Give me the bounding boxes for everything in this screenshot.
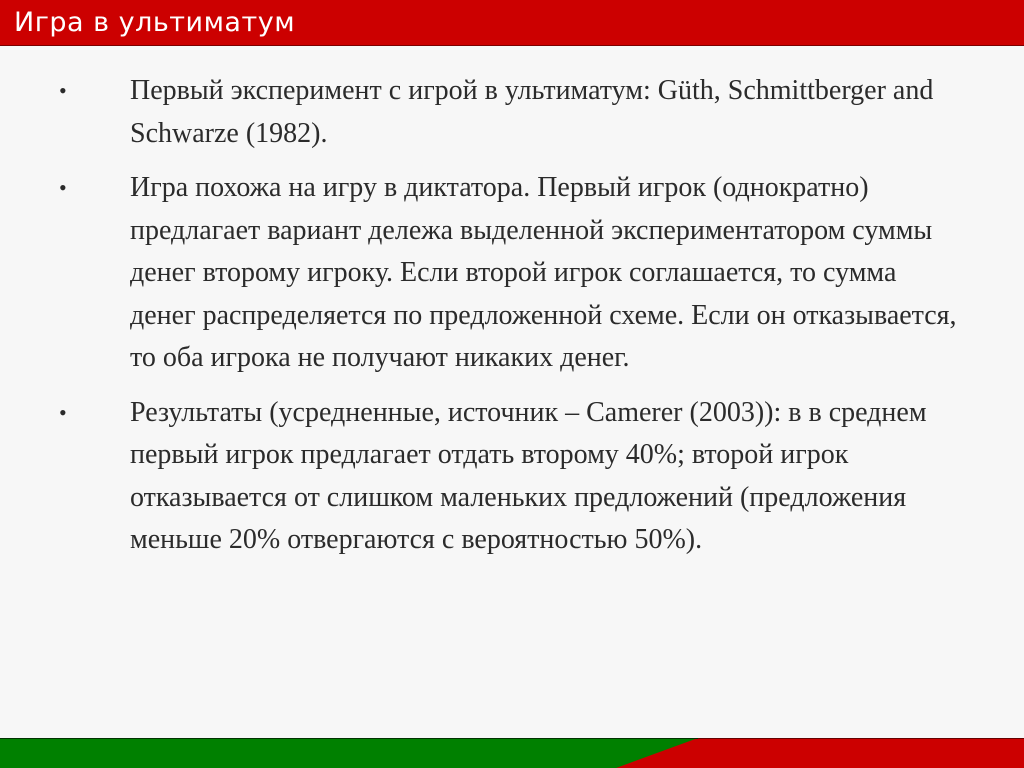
slide-title: Игра в ультиматум bbox=[14, 7, 296, 38]
bullet-list bbox=[0, 70, 1024, 574]
title-bar bbox=[0, 0, 1024, 46]
bullet-text: Первый эксперимент с игрой в ультиматум: Güth, Schmittberger and Schwarze (1982). bbox=[130, 75, 934, 149]
bullet-item bbox=[0, 167, 1024, 380]
footer-green-band bbox=[0, 738, 698, 768]
bullet-text: Результаты (усредненные, источник – Camerer (2003)): в в среднем первый игрок предлагает отдать второму 40%; второй игрок отказывается от слишком маленьких предложений (предложения меньше 20% отвергаются с вероятностью 50%). bbox=[130, 396, 927, 555]
bullet-marker: • bbox=[59, 399, 67, 425]
bullet-text: Игра похожа на игру в диктатора. Первый игрок (однократно) предлагает вариант дележа выделенной экспериментатором суммы денег второму игроку. Если второй игрок соглашается, то сумма денег распределяется по предложенной схеме. Если он отказывается, то оба игрока не получают никаких денег. bbox=[130, 172, 957, 373]
bullet-item bbox=[0, 70, 1024, 155]
bullet-marker: • bbox=[59, 78, 67, 103]
footer-decoration bbox=[0, 738, 1024, 768]
bullet-marker: • bbox=[59, 175, 67, 200]
bullet-item bbox=[0, 392, 1024, 562]
